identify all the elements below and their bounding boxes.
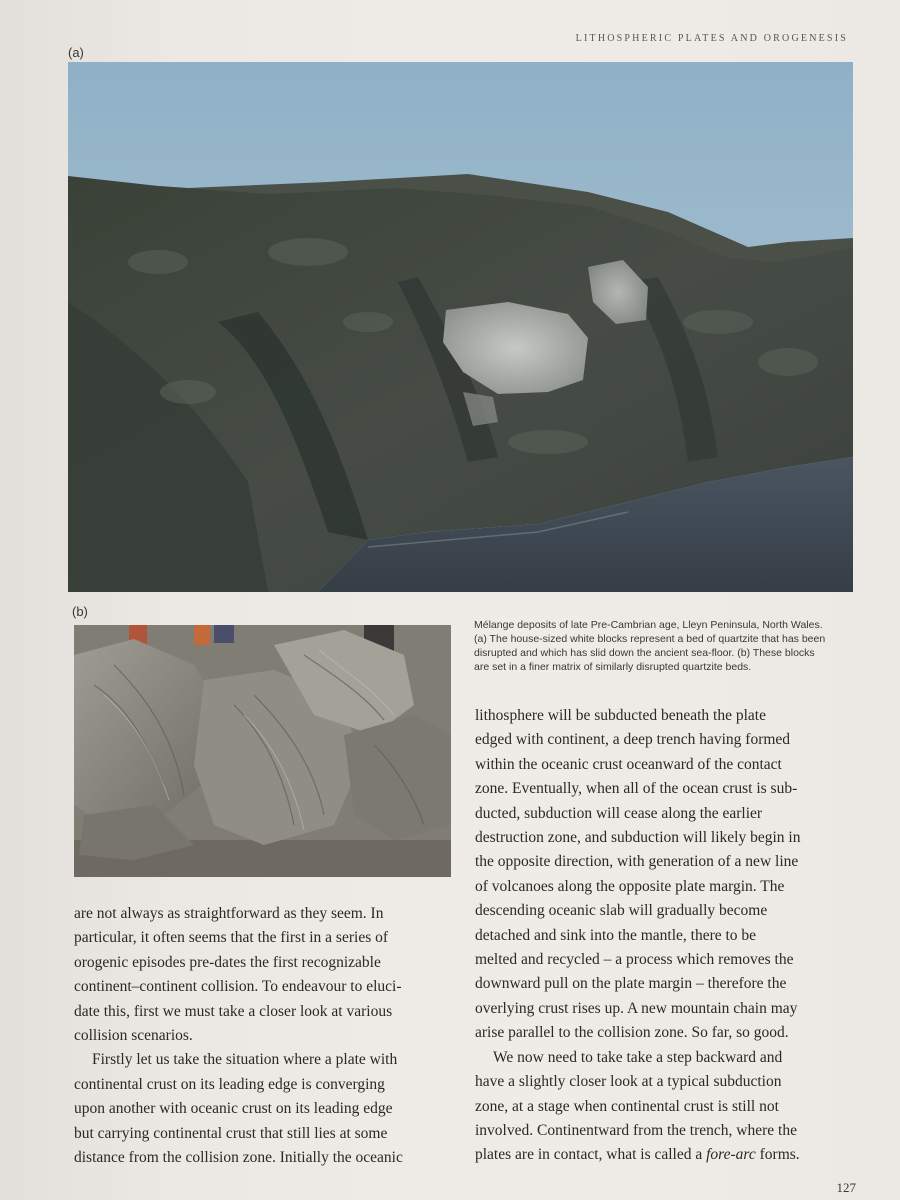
photo-rock-blocks — [74, 625, 451, 877]
text-line: have a slightly closer look at a typical subduction — [475, 1073, 782, 1091]
text-line: the opposite direction, with generation of a new line — [475, 853, 799, 871]
text-line: involved. Continentward from the trench, where the — [475, 1121, 797, 1139]
body-text-right-column — [475, 704, 855, 1168]
text-segment: plates are in contact, what is called a — [475, 1146, 707, 1164]
caption-line: Mélange deposits of late Pre-Cambrian age, Lleyn Peninsula, North Wales. — [474, 619, 823, 631]
figure-label-b: (b) — [72, 604, 88, 619]
caption-line: disrupted and which has slid down the ancient sea-floor. (b) These blocks — [474, 647, 815, 659]
text-line-last — [475, 1143, 855, 1167]
paragraph — [475, 704, 855, 1046]
caption-line: are set in a finer matrix of similarly disrupted quartzite beds. — [474, 661, 752, 673]
text-segment: forms. — [755, 1146, 800, 1164]
text-line: but carrying continental crust that still lies at some — [74, 1124, 388, 1142]
paragraph — [74, 902, 464, 1048]
body-text-left-column — [74, 902, 464, 1170]
text-line: overlying crust rises up. A new mountain chain may — [475, 999, 798, 1017]
photo-sea-cliff — [68, 62, 853, 592]
text-line: Firstly let us take the situation where a plate with — [92, 1051, 398, 1069]
text-line: descending oceanic slab will gradually become — [475, 902, 768, 920]
page-number: 127 — [836, 1180, 856, 1195]
text-line: zone. Eventually, when all of the ocean crust is sub- — [475, 780, 798, 798]
text-line: collision scenarios. — [74, 1027, 193, 1045]
text-line: within the oceanic crust oceanward of the contact — [475, 755, 782, 773]
running-head: LITHOSPHERIC PLATES AND OROGENESIS — [575, 33, 848, 44]
text-line: particular, it often seems that the first in a series of — [74, 929, 389, 947]
text-line: are not always as straightforward as they seem. In — [74, 905, 384, 922]
italic-term: fore-arc — [706, 1146, 756, 1164]
paragraph — [74, 1048, 464, 1170]
text-line: of volcanoes along the opposite plate margin. The — [475, 877, 785, 895]
text-line: continental crust on its leading edge is converging — [74, 1075, 385, 1093]
text-line: distance from the collision zone. Initially the oceanic — [74, 1149, 403, 1167]
paragraph — [475, 1046, 855, 1168]
text-line: date this, first we must take a closer look at various — [74, 1002, 393, 1020]
text-line: We now need to take take a step backward and — [493, 1048, 783, 1066]
figure-caption — [474, 618, 854, 674]
text-line: upon another with oceanic crust on its leading edge — [74, 1100, 393, 1118]
text-line: zone, at a stage when continental crust is still not — [475, 1097, 779, 1115]
text-line: arise parallel to the collision zone. So far, so good. — [475, 1024, 789, 1042]
text-line: destruction zone, and subduction will likely begin in — [475, 829, 801, 847]
text-line: lithosphere will be subducted beneath the plate — [475, 707, 766, 724]
text-line: melted and recycled – a process which removes the — [475, 951, 794, 969]
text-line: downward pull on the plate margin – therefore the — [475, 975, 787, 993]
figure-label-a: (a) — [68, 45, 84, 60]
caption-line: (a) The house-sized white blocks represent a bed of quartzite that has been — [474, 633, 826, 645]
text-line: continent–continent collision. To endeavour to eluci- — [74, 978, 402, 996]
text-line: edged with continent, a deep trench having formed — [475, 731, 791, 749]
text-line: ducted, subduction will cease along the earlier — [475, 804, 763, 822]
text-line: detached and sink into the mantle, there to be — [475, 926, 757, 944]
text-line: orogenic episodes pre-dates the first recognizable — [74, 953, 381, 971]
